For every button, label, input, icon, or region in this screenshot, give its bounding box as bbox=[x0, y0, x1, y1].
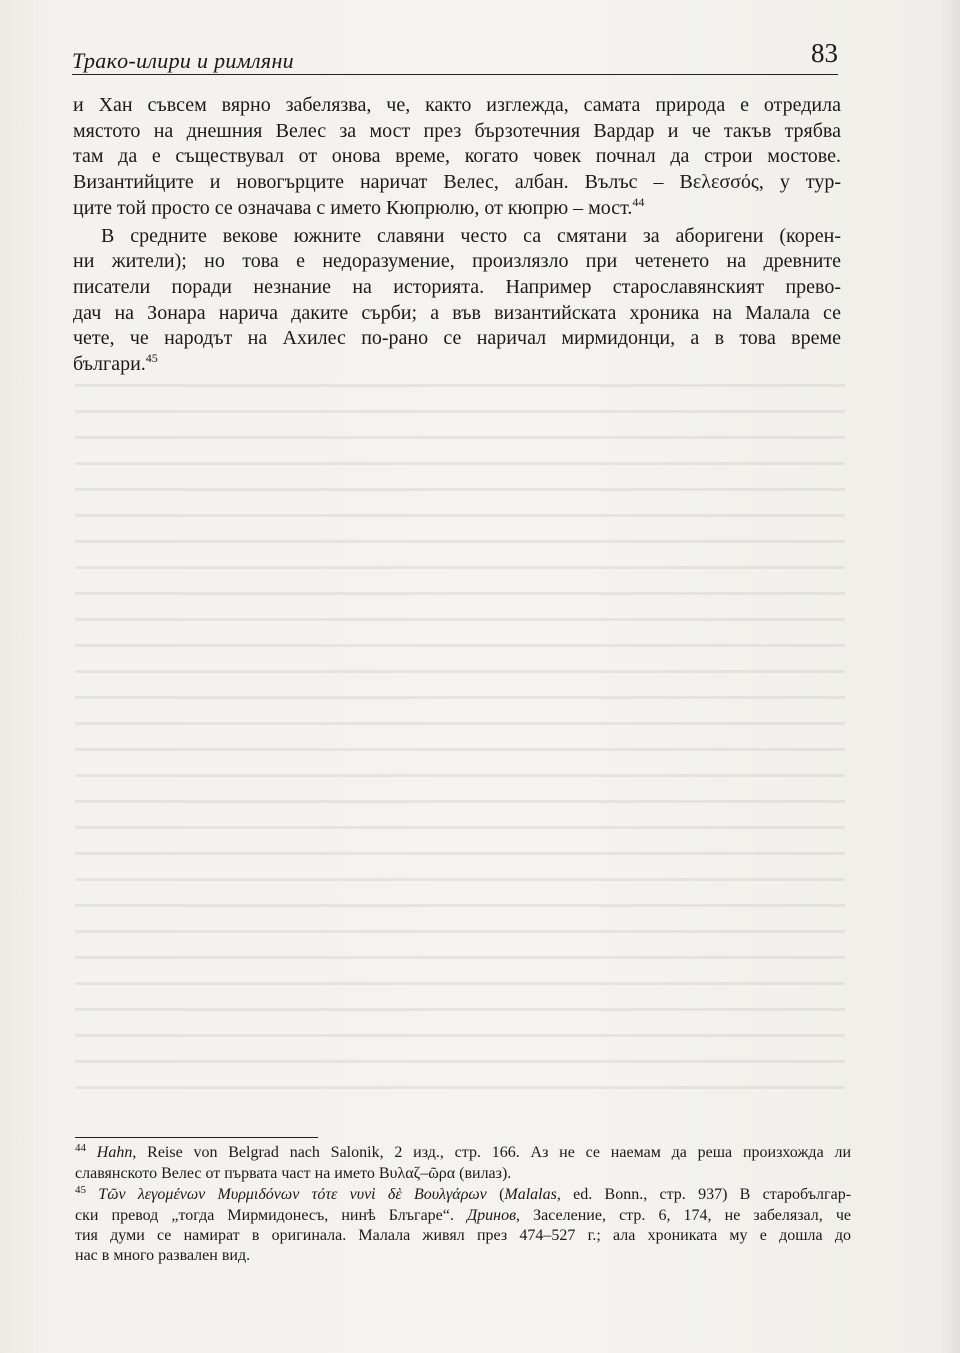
paragraph-2 bbox=[73, 224, 841, 380]
footnote-line: славянското Велес от първата част на името Βυλαζ–ῶρα (вилаз). bbox=[75, 1165, 512, 1183]
text-line: В средните векове южните славяни често са смятани за аборигени (корен- bbox=[101, 224, 841, 247]
paragraph-1 bbox=[73, 93, 841, 224]
text-line-content: ците той просто се означава с името Кюпрюлю, от кюпрю – мост. bbox=[73, 196, 633, 219]
footnote-text: ( bbox=[486, 1185, 505, 1203]
footnote-text: ски превод „тогда Мирмидонесъ, нинѣ Блъгаре“. bbox=[75, 1206, 467, 1224]
text-line: ни жители); но това е недоразумение, произлязло при четенето на древните bbox=[73, 250, 841, 273]
footnote-ref-44[interactable]: 44 bbox=[632, 194, 645, 209]
footnote-author: Дринов bbox=[466, 1206, 517, 1224]
footnote-number: 45 bbox=[75, 1183, 86, 1196]
footnote-author: Malalas bbox=[504, 1185, 557, 1203]
footnote-text: , Заселение, стр. 6, 174, не забелязал, че bbox=[516, 1206, 851, 1224]
main-text bbox=[73, 93, 841, 380]
footnote-line: тия думи се намират в оригинала. Малала живял през 474–527 г.; ала хрониката му е дошла до bbox=[75, 1227, 851, 1245]
footnote-text: , Reise von Belgrad nach Salonik, 2 изд., стр. 166. Аз не се наемам да реша произхожда ли bbox=[132, 1144, 852, 1161]
footnote-45 bbox=[75, 1185, 851, 1267]
text-line: мястото на днешния Велес за мост през бързотечния Вардар и че такъв трябва bbox=[73, 119, 841, 142]
footnote-line bbox=[75, 1143, 851, 1164]
footnote-line: нас в много развален вид. bbox=[75, 1247, 251, 1265]
footnote-line bbox=[75, 1206, 851, 1226]
text-line: чете, че народът на Ахилес по-рано се наричал мирмидонци, а в това време bbox=[73, 327, 841, 350]
footnote-author: Hahn bbox=[96, 1144, 133, 1161]
footnote-text: , ed. Bonn., стр. 937) В старобългар- bbox=[556, 1185, 852, 1203]
footnote-number: 44 bbox=[75, 1142, 86, 1154]
text-line bbox=[73, 196, 841, 224]
text-line: и Хан съвсем вярно забелязва, че, както изглежда, самата природа е отредила bbox=[73, 94, 841, 116]
page-number: 83 bbox=[811, 38, 838, 68]
text-line: писатели поради незнание на историята. Например старославянският прево- bbox=[73, 275, 841, 298]
page-header bbox=[72, 36, 842, 76]
footnote-line bbox=[75, 1185, 851, 1206]
bleed-through-texture bbox=[75, 370, 845, 1110]
running-title: Тракo-илири и римляни bbox=[72, 48, 294, 73]
footnotes bbox=[75, 1143, 851, 1267]
footnote-ref-45[interactable]: 45 bbox=[145, 351, 158, 366]
header-rule bbox=[72, 74, 838, 75]
text-line: Византийците и новогърците наричат Велес, албан. Вълъс – Βελεσσός, у тур- bbox=[73, 171, 841, 194]
footnote-44 bbox=[75, 1143, 851, 1185]
text-line: там да е съществувал от онова време, когато човек почнал да строи мостове. bbox=[73, 145, 841, 168]
text-line-content: българи. bbox=[73, 353, 146, 376]
page-edge-shadow bbox=[938, 0, 960, 1353]
footnote-separator bbox=[75, 1137, 318, 1138]
text-line: дач на Зонара нарича даките сърби; а във византийската хроника на Малала се bbox=[73, 301, 841, 324]
footnote-greek-quote: Τῶν λεγομένων Μυρμιδόνων τότε νυνὶ δὲ Βουλγάρων bbox=[98, 1185, 487, 1203]
